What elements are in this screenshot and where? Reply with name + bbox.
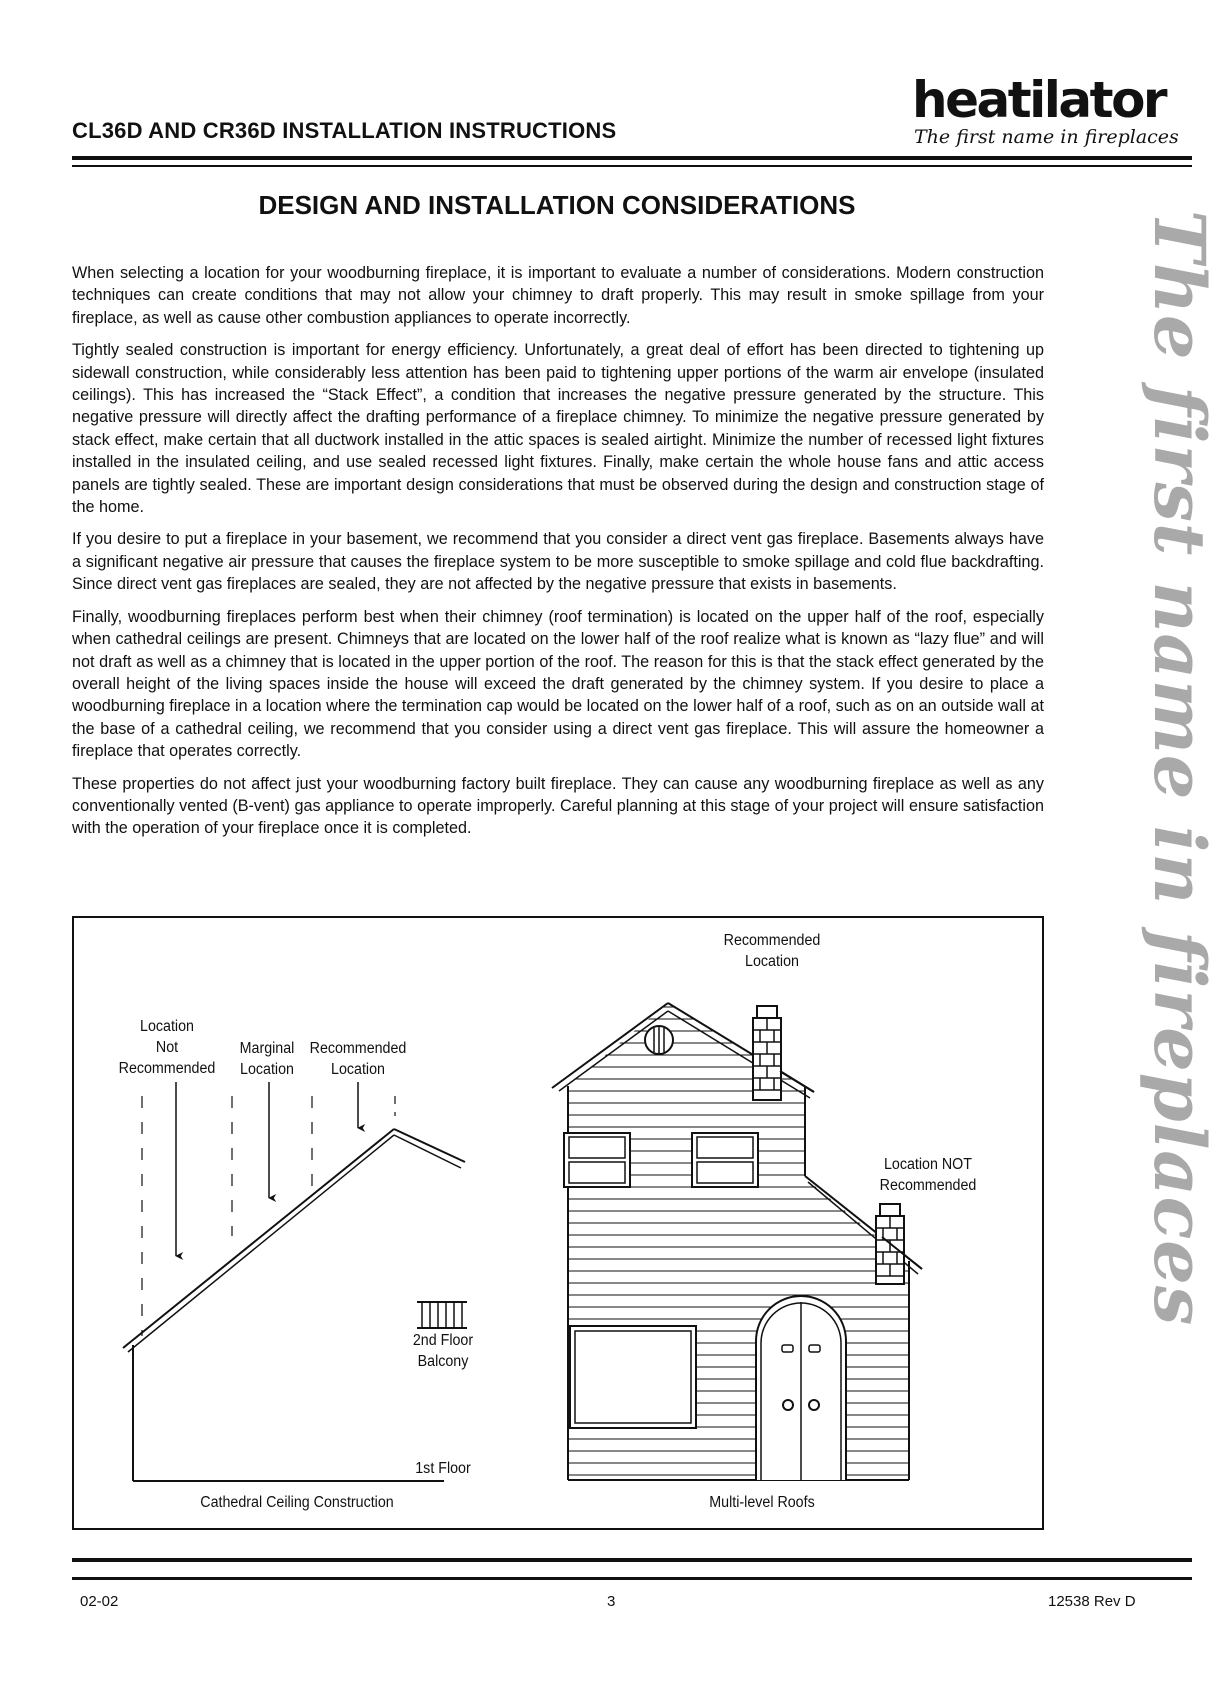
house-drawing (552, 1003, 932, 1480)
header-rule-thick (72, 156, 1192, 160)
label-location-not-recommended-house: Location NOT Recommended (879, 1156, 977, 1194)
section-heading: DESIGN AND INSTALLATION CONSIDERATIONS (258, 190, 856, 220)
location-diagram (72, 916, 1044, 1530)
label-recommended-location: Recommended Location (309, 1040, 407, 1078)
paragraph-roof-termination: Finally, woodburning fireplaces perform best when their chimney (roof termination) is located on the upper half of the roof, especially when cathedral ceilings are present. Chimneys that are located on the lower half of the roof realize what is known as “lazy flue” and will not draft as well as a chimney that is located in the upper portion of the roof. The reason for this is that the stack effect generated by the overall height of the living spaces inside the house will exceed the draft generated by the chimney system. If you desire to place a woodburning fireplace in a location where the termination cap would be located on the lower half of a roof, such as on an outside wall at the base of a cathedral ceiling, we recommend that you consider using a direct vent gas fireplace. This will assure the homeowner a fireplace that operates correctly. (72, 607, 1044, 761)
paragraph-basement: If you desire to put a fireplace in your basement, we recommend that you consider a direct vent gas fireplace. Basements always have a significant negative air pressure that causes the fireplace system to be more susceptible to smoke spillage and cold flue backdrafting. Since direct vent gas fireplaces are sealed, they are not affected by the negative pressure that exists in basements. (72, 530, 1044, 594)
footer-rule-thin (72, 1577, 1192, 1580)
paragraph-sealed-construction: Tightly sealed construction is important for energy efficiency. Unfortunately, a great deal of effort has been directed to tightening up sidewall construction, while considerably less attention has been paid to tightening upper portions of the warm air envelope (insulated ceilings). This has increased the “Stack Effect”, a condition that increases the negative pressure generated by the structure. This negative pressure will directly affect the drafting performance of a fireplace chimney. To minimize the negative pressure generated by stack effect, make certain that all ductwork installed in the attic spaces is sealed airtight. Minimize the number of recessed light fixtures installed in the insulated ceiling, and use sealed recessed light fixtures. Finally, make certain the whole house fans and attic access panels are tightly sealed. These are important design considerations that must be observed during the design and construction stage of the home. (72, 341, 1044, 517)
logo-tagline: The first name in fireplaces (914, 126, 1179, 148)
paragraph-properties: These properties do not affect just your woodburning factory built fireplace. They can cause any woodburning fireplace as well as any conventionally vented (B-vent) gas appliance to operate improperly. Careful planning at this stage of your project will ensure satisfaction with the operation of your fireplace once it is completed. (72, 774, 1044, 838)
logo-wordmark: heatilator (912, 71, 1166, 129)
document-title: CL36D AND CR36D INSTALLATION INSTRUCTIONS (72, 118, 617, 143)
label-1st-floor: 1st Floor (415, 1460, 471, 1477)
balcony-railing (417, 1302, 467, 1328)
heatilator-logo (912, 71, 1179, 152)
paragraph-location: When selecting a location for your woodburning fireplace, it is important to evaluate a number of considerations. Modern construction techniques can create conditions that may not allow your chimney to draft properly. This may result in smoke spillage from your fireplace, as well as cause other combustion appliances to operate incorrectly. (72, 264, 1044, 327)
header-rule-thin (72, 165, 1192, 167)
upper-windows (564, 1133, 758, 1187)
body-text (72, 262, 1044, 850)
footer-doc-number: 12538 Rev D (1048, 1593, 1136, 1610)
diagram-drawing (72, 916, 1044, 1530)
chimney-recommended (753, 1006, 781, 1100)
label-location-not-recommended: Location Not Recommended (118, 1018, 216, 1077)
footer-date-code: 02-02 (80, 1593, 119, 1610)
side-tagline-watermark: The first name in fireplaces (1138, 210, 1221, 1327)
label-2nd-floor-balcony: 2nd Floor Balcony (412, 1332, 474, 1370)
caption-multi-level-roofs: Multi-level Roofs (709, 1494, 815, 1511)
cathedral-ceiling-drawing (123, 1082, 467, 1481)
label-recommended-location-house: Recommended Location (723, 932, 821, 970)
label-marginal-location: Marginal Location (239, 1040, 295, 1078)
caption-cathedral-ceiling: Cathedral Ceiling Construction (200, 1494, 394, 1511)
footer-page-number: 3 (607, 1593, 616, 1610)
footer-rule-thick (72, 1558, 1192, 1562)
